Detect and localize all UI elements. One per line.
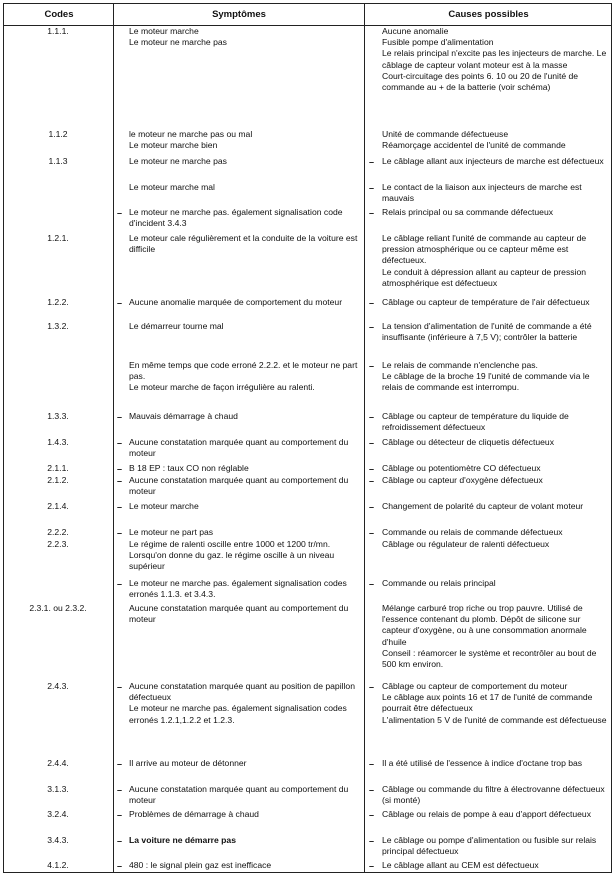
cause-bullet: –	[369, 759, 375, 769]
cause-bullet: –	[369, 810, 375, 820]
symptom-bullet: –	[117, 412, 123, 422]
row-symptom: Aucune constatation marquée quant au comportement du moteur	[129, 784, 349, 806]
row-cause: Aucune anomalie Fusible pompe d'alimentation Le relais principal n'excite pas les injecteurs de marche. Le câblage de capteur volant moteur est à la masse Court-circuitage des points 6. 10 ou 20 de l'unité de commande au + de la batterie (voir schéma)	[382, 26, 607, 93]
symptom-bullet: –	[117, 810, 123, 820]
row-code: 2.2.3.	[47, 539, 69, 549]
row-symptom: Le moteur ne marche pas. également signalisation codes erronés 1.1.3. et 3.4.3.	[129, 578, 347, 600]
row-symptom: Aucune anomalie marquée de comportement du moteur	[129, 297, 343, 307]
cause-bullet: –	[369, 157, 375, 167]
cause-bullet: –	[369, 464, 375, 474]
symptom-bullet: –	[117, 785, 123, 795]
row-code: 2.3.1. ou 2.3.2.	[29, 603, 87, 613]
row-cause: Câblage ou capteur de température de l'air défectueux	[382, 297, 590, 307]
symptom-bullet: –	[117, 861, 123, 871]
row-cause: Commande ou relais de commande défectueux	[382, 527, 563, 537]
row-cause: Câblage ou relais de pompe à eau d'apport défectueux	[382, 809, 591, 819]
row-cause: Il a été utilisé de l'essence à indice d'octane trop bas	[382, 758, 583, 768]
row-code: 2.1.1.	[47, 463, 69, 473]
row-symptom: Aucune constatation marquée quant au position de papillon défectueux Le moteur ne marche pas. également signalisation codes erronés 1.2.1,1.2.2 et 1.2.3.	[129, 681, 355, 725]
cause-bullet: –	[369, 785, 375, 795]
diagnostic-table	[3, 3, 612, 873]
symptom-bullet: –	[117, 438, 123, 448]
header-codes: Codes	[44, 9, 74, 20]
row-cause: Câblage ou potentiomètre CO défectueux	[382, 463, 541, 473]
row-cause: Câblage ou détecteur de cliquetis défectueux	[382, 437, 554, 447]
table-header	[4, 4, 611, 26]
row-code: 1.2.1.	[47, 233, 69, 243]
row-cause: Câblage ou capteur d'oxygène défectueux	[382, 475, 543, 485]
row-code: 2.4.4.	[47, 758, 69, 768]
row-cause: Mélange carburé trop riche ou trop pauvre. Utilisé de l'essence contenant du plomb. Dépôt de silicone sur capteur d'oxygène, ou à une consommation anormale d'huile Conseil : réamorcer le système et recontrôler au bout de 500 km environ.	[382, 603, 597, 670]
row-symptom: Le moteur cale régulièrement et la conduite de la voiture est difficile	[129, 233, 358, 255]
symptom-bullet: –	[117, 759, 123, 769]
row-symptom: Problèmes de démarrage à chaud	[129, 809, 259, 819]
symptom-bullet: –	[117, 464, 123, 474]
row-symptom: Aucune constatation marquée quant au comportement du moteur	[129, 475, 349, 497]
row-code: 2.4.3.	[47, 681, 69, 691]
row-symptom: Il arrive au moteur de détonner	[129, 758, 247, 768]
cause-bullet: –	[369, 476, 375, 486]
symptom-bullet: –	[117, 579, 123, 589]
cause-bullet: –	[369, 682, 375, 692]
row-cause: La tension d'alimentation de l'unité de commande a été insuffisante (inférieure à 7,5 V); contrôler la batterie	[382, 321, 592, 343]
row-symptom: Le démarreur tourne mal	[129, 321, 224, 331]
row-symptom: le moteur ne marche pas ou mal Le moteur marche bien	[129, 129, 253, 151]
row-symptom: La voiture ne démarre pas	[129, 835, 236, 845]
row-symptom: Le moteur ne marche pas. également signalisation code d'incident 3.4.3	[129, 207, 343, 229]
row-code: 1.1.2	[48, 129, 68, 139]
row-code: 2.1.4.	[47, 501, 69, 511]
row-cause: Relais principal ou sa commande défectueux	[382, 207, 554, 217]
row-cause: Câblage ou commande du filtre à électrovanne défectueux (si monté)	[382, 784, 605, 806]
cause-bullet: –	[369, 183, 375, 193]
row-code: 1.3.3.	[47, 411, 69, 421]
symptom-bullet: –	[117, 682, 123, 692]
row-code: 1.3.2.	[47, 321, 69, 331]
row-cause: Le contact de la liaison aux injecteurs de marche est mauvais	[382, 182, 582, 204]
row-code: 1.4.3.	[47, 437, 69, 447]
row-cause: Câblage ou capteur de température du liquide de refroidissement défectueux	[382, 411, 569, 433]
row-code: 1.1.1.	[47, 26, 69, 36]
row-symptom: Le moteur ne marche pas	[129, 156, 227, 166]
row-code: 2.2.2.	[47, 527, 69, 537]
symptom-bullet: –	[117, 502, 123, 512]
cause-bullet: –	[369, 438, 375, 448]
symptom-bullet: –	[117, 298, 123, 308]
row-cause: Changement de polarité du capteur de volant moteur	[382, 501, 584, 511]
row-code: 1.2.2.	[47, 297, 69, 307]
row-symptom: Le régime de ralenti oscille entre 1000 et 1200 tr/mn. Lorsqu'on donne du gaz. le régime oscille à un niveau supérieur	[129, 539, 335, 572]
cause-bullet: –	[369, 502, 375, 512]
row-cause: Le câblage allant aux injecteurs de marche est défectueux	[382, 156, 604, 166]
cause-bullet: –	[369, 298, 375, 308]
row-symptom: Le moteur marche	[129, 501, 199, 511]
row-symptom: Le moteur ne part pas	[129, 527, 214, 537]
row-symptom: Aucune constatation marquée quant au comportement du moteur	[129, 603, 349, 625]
row-cause: Le câblage allant au CEM est défectueux	[382, 860, 539, 870]
row-cause: Le relais de commande n'enclenche pas. Le câblage de la broche 19 l'unité de commande via le relais de commande est interrompu.	[382, 360, 590, 393]
symptom-bullet: –	[117, 836, 123, 846]
row-cause: Le câblage ou pompe d'alimentation ou fusible sur relais principal défectueux	[382, 835, 597, 857]
cause-bullet: –	[369, 412, 375, 422]
row-code: 4.1.2.	[47, 860, 69, 870]
row-symptom: Aucune constatation marquée quant au comportement du moteur	[129, 437, 349, 459]
row-symptom: Mauvais démarrage à chaud	[129, 411, 238, 421]
symptom-bullet: –	[117, 528, 123, 538]
row-code: 2.1.2.	[47, 475, 69, 485]
row-cause: Câblage ou régulateur de ralenti défectueux	[382, 539, 550, 549]
cause-bullet: –	[369, 322, 375, 332]
row-cause: Câblage ou capteur de comportement du moteur Le câblage aux points 16 et 17 de l'unité de commande pourrait être défectueux L'alimentation 5 V de l'unité de commande est défectueuse	[382, 681, 607, 725]
column-divider-2	[364, 4, 365, 872]
column-divider-1	[113, 4, 114, 872]
cause-bullet: –	[369, 528, 375, 538]
symptom-bullet: –	[117, 476, 123, 486]
header-symptoms: Symptômes	[212, 9, 266, 20]
symptom-bullet: –	[117, 208, 123, 218]
row-code: 3.4.3.	[47, 835, 69, 845]
cause-bullet: –	[369, 208, 375, 218]
cause-bullet: –	[369, 361, 375, 371]
cause-bullet: –	[369, 861, 375, 871]
cause-bullet: –	[369, 579, 375, 589]
row-symptom: B 18 EP : taux CO non réglable	[129, 463, 249, 473]
cause-bullet: –	[369, 836, 375, 846]
row-code: 3.2.4.	[47, 809, 69, 819]
row-code: 1.1.3	[48, 156, 68, 166]
header-causes: Causes possibles	[448, 9, 529, 20]
row-symptom: 480 : le signal plein gaz est inefficace	[129, 860, 272, 870]
row-symptom: Le moteur marche mal	[129, 182, 215, 192]
row-symptom: En même temps que code erroné 2.2.2. et le moteur ne part pas. Le moteur marche de façon irrégulière au ralenti.	[129, 360, 358, 393]
row-code: 3.1.3.	[47, 784, 69, 794]
row-cause: Unité de commande défectueuse Réamorçage accidentel de l'unité de commande	[382, 129, 566, 151]
row-cause: Commande ou relais principal	[382, 578, 496, 588]
row-symptom: Le moteur marche Le moteur ne marche pas	[129, 26, 227, 48]
row-cause: Le câblage reliant l'unité de commande au capteur de pression atmosphérique ou ce capteur même est défectueux. Le conduit à dépression allant au capteur de pression atmosphérique est défectueux	[382, 233, 587, 288]
